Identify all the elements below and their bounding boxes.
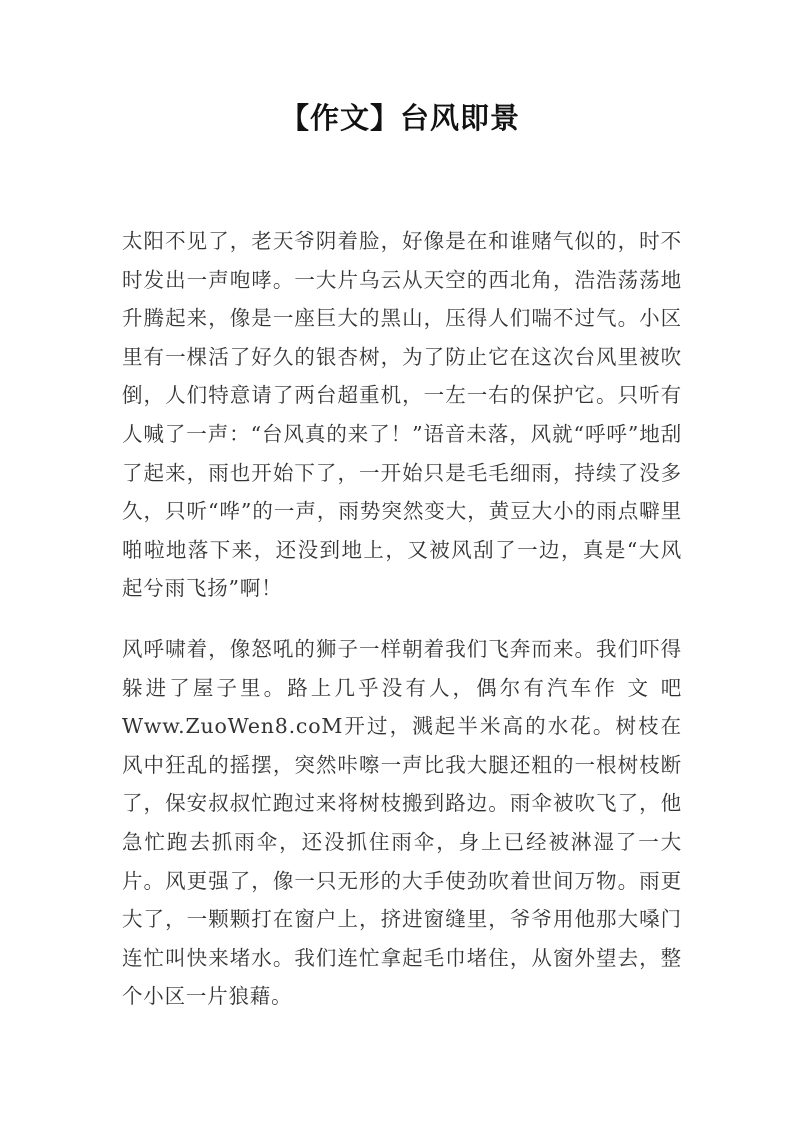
document-title: 【作文】台风即景 <box>279 101 520 135</box>
paragraph-2: 风呼啸着，像怒吼的狮子一样朝着我们飞奔而来。我们吓得躲进了屋子里。路上几乎没有人，偶尔有汽车作 文 吧Www.ZuoWen8.coM开过，溅起半米高的水花。树枝在风中狂乱的摇摆，突然咔嚓一声比我大腿还粗的一根树枝断了，保安叔叔忙跑过来将树枝搬到路边。雨伞被吹飞了，他急忙跑去抓雨伞，还没抓住雨伞，身上已经被淋湿了一大片。风更强了，像一只无形的大手使劲吹着世间万物。雨更大了，一颗颗打在窗户上，挤进窗缝里，爷爷用他那大嗓门连忙叫快来堵水。我们连忙拿起毛巾堵住，从窗外望去，整个小区一片狼藉。 <box>122 637 682 1009</box>
paragraph-1: 太阳不见了，老天爷阴着脸，好像是在和谁赌气似的，时不时发出一声咆哮。一大片乌云从天空的西北角，浩浩荡荡地升腾起来，像是一座巨大的黑山，压得人们喘不过气。小区里有一棵活了好久的银杏树，为了防止它在这次台风里被吹倒，人们特意请了两台超重机，一左一右的保护它。只听有人喊了一声：“台风真的来了！”语音未落，风就“呼呼”地刮了起来，雨也开始下了，一开始只是毛毛细雨，持续了没多久，只听“哗”的一声，雨势突然变大，黄豆大小的雨点噼里啪啦地落下来，还没到地上，又被风刮了一边，真是“大风起兮雨飞扬”啊！ <box>122 229 682 601</box>
